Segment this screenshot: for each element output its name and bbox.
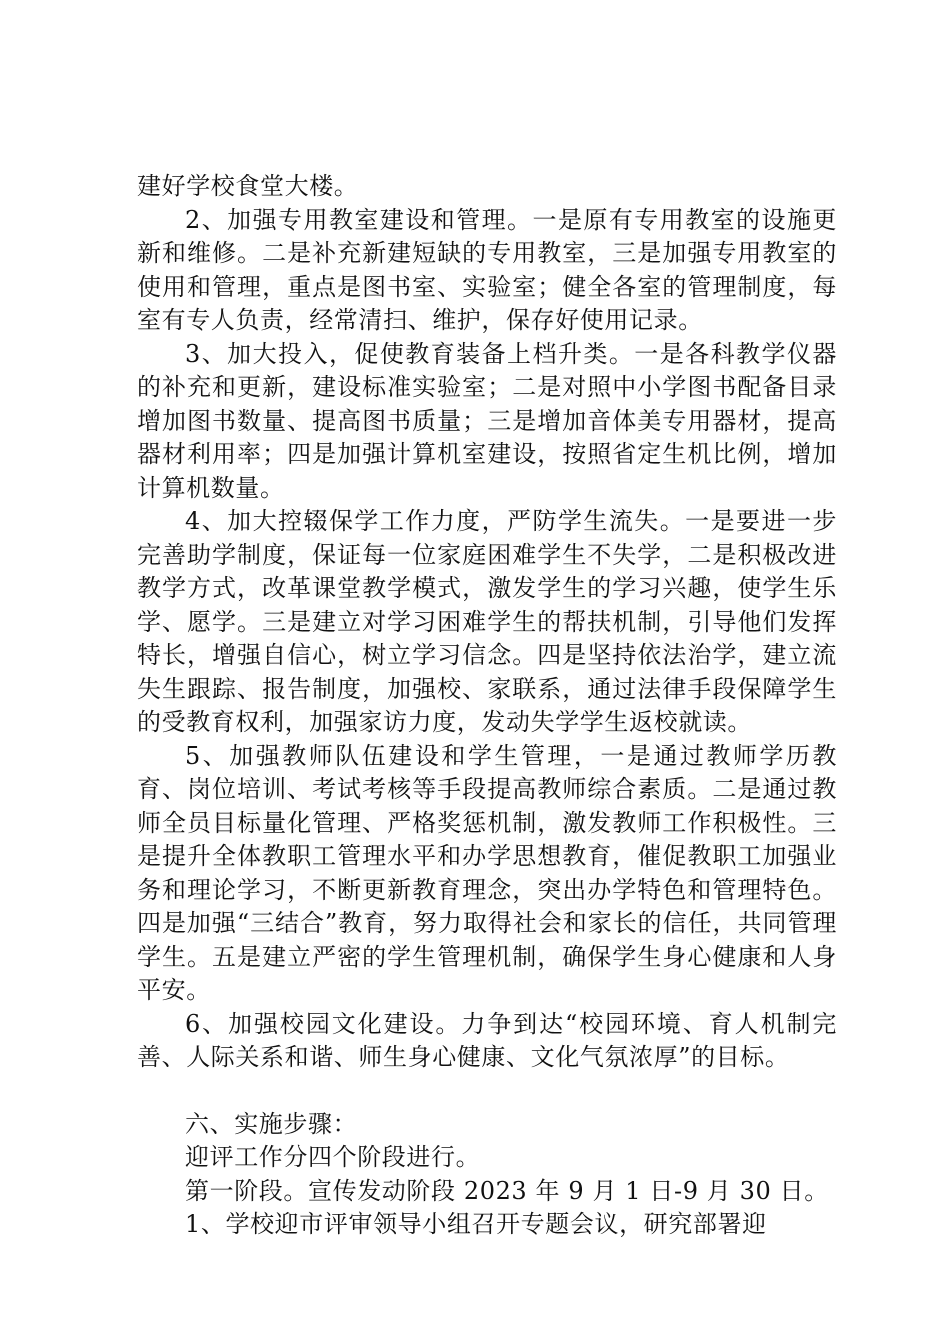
paragraph-gap [137, 1075, 837, 1108]
paragraph-continuation: 建好学校食堂大楼。 [137, 172, 359, 200]
paragraph-item-3: 3、加大投入，促使教育装备上档升类。一是各科教学仪器的补充和更新，建设标准实验室；二是对照中小学图书配备目录增加图书数量、提高图书质量；三是增加音体美专用器材，提高器材利用率；四是加强计算机室建设，按照省定生机比例，增加计算机数量。 [137, 339, 837, 502]
line-step-one: 1、学校迎市评审领导小组召开专题会议，研究部署迎 [185, 1210, 767, 1238]
document-body [137, 170, 837, 1242]
paragraph-item-6: 6、加强校园文化建设。力争到达“校园环境、育人机制完善、人际关系和谐、师生身心健康、文化气氛浓厚”的目标。 [137, 1009, 837, 1071]
paragraph-item-2: 2、加强专用教室建设和管理。一是原有专用教室的设施更新和维修。二是补充新建短缺的专用教室，三是加强专用教室的使用和管理，重点是图书室、实验室；健全各室的管理制度，每室有专人负责，经常清扫、维护，保存好使用记录。 [137, 205, 837, 334]
line-stage-one: 第一阶段。宣传发动阶段 2023 年 9 月 1 日-9 月 30 日。 [185, 1176, 829, 1205]
line-stages-intro: 迎评工作分四个阶段进行。 [185, 1143, 481, 1171]
section-heading: 六、实施步骤： [185, 1109, 358, 1138]
paragraph-item-4: 4、加大控辍保学工作力度，严防学生流失。一是要进一步完善助学制度，保证每一位家庭困难学生不失学，二是积极改进教学方式，改革课堂教学模式，激发学生的学习兴趣，使学生乐学、愿学。三是建立对学习困难学生的帮扶机制，引导他们发挥特长，增强自信心，树立学习信念。四是坚持依法治学，建立流失生跟踪、报告制度，加强校、家联系，通过法律手段保障学生的受教育权利，加强家访力度，发动失学学生返校就读。 [137, 507, 837, 736]
paragraph-item-5: 5、加强教师队伍建设和学生管理，一是通过教师学历教育、岗位培训、考试考核等手段提高教师综合素质。二是通过教师全员目标量化管理、严格奖惩机制，激发教师工作积极性。三是提升全体教职工管理水平和办学思想教育，催促教职工加强业务和理论学习，不断更新教育理念，突出办学特色和管理特色。四是加强“三结合”教育，努力取得社会和家长的信任，共同管理学生。五是建立严密的学生管理机制，确保学生身心健康和人身平安。 [137, 741, 837, 1004]
